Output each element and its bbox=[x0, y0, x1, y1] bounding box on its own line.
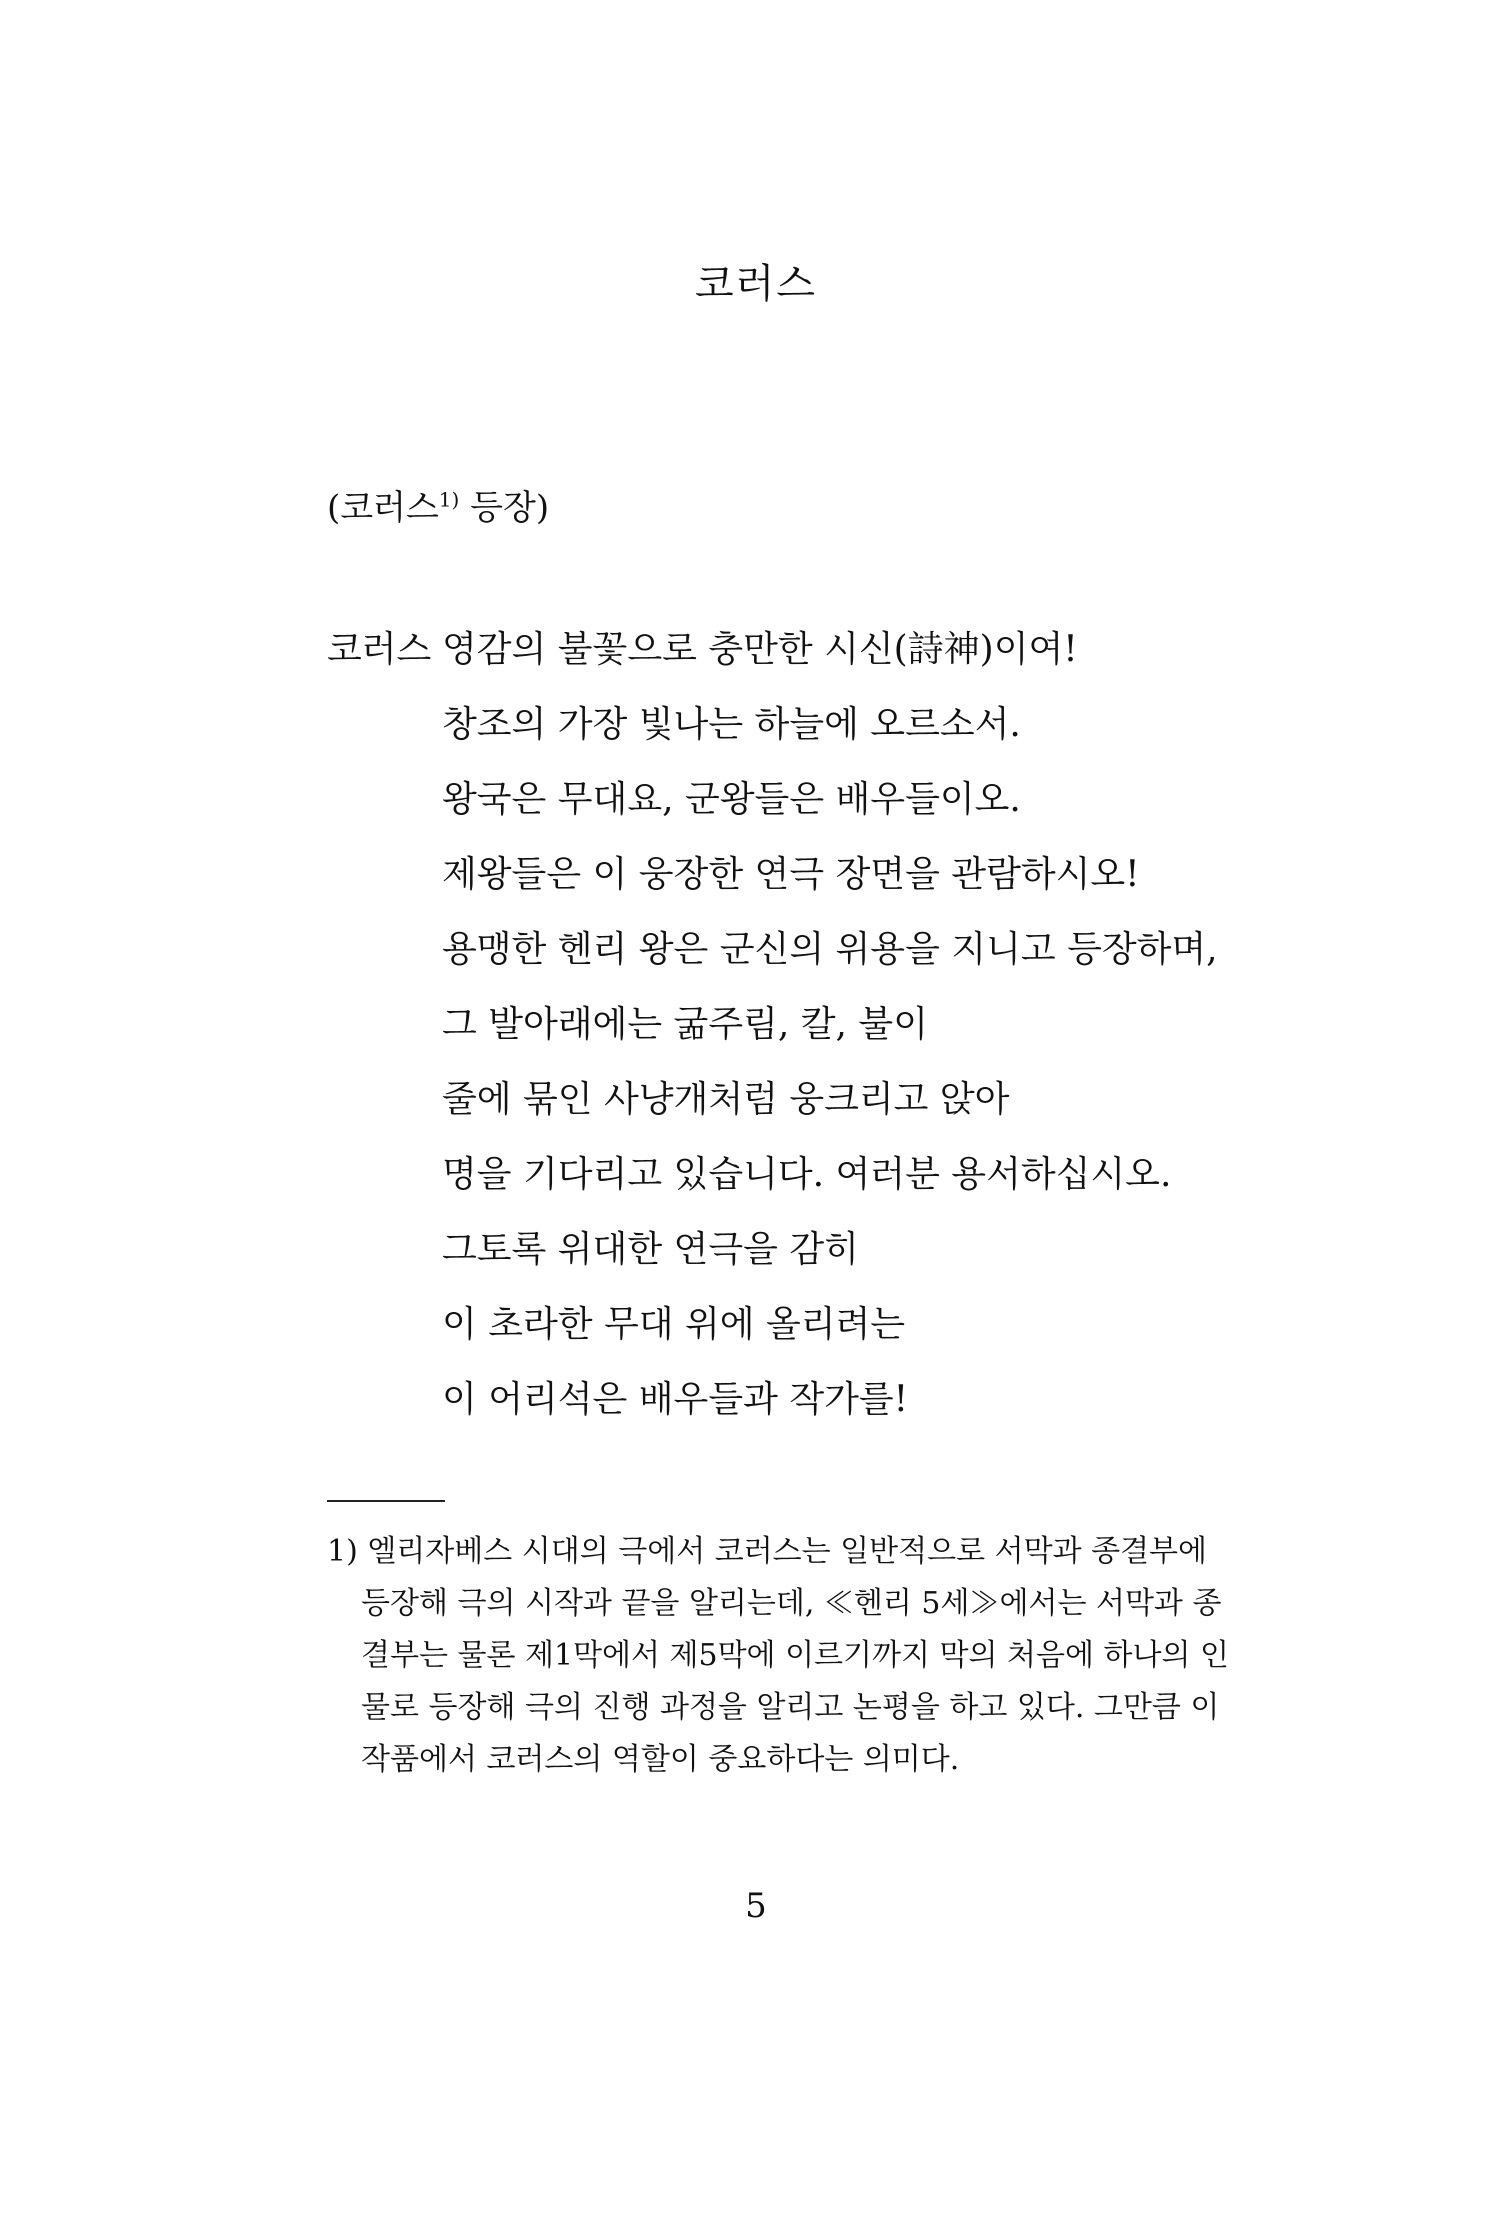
footnote-line: 작품에서 코러스의 역할이 중요하다는 의미다. bbox=[361, 1742, 960, 1777]
verse-block bbox=[327, 625, 1218, 1450]
verse-line bbox=[327, 625, 1218, 700]
verse-line: 줄에 묶인 사냥개처럼 웅크리고 앉아 bbox=[442, 1079, 1010, 1120]
footnote-line: 결부는 물론 제1막에서 제5막에 이르기까지 막의 처음에 하나의 인 bbox=[361, 1638, 1229, 1673]
footnote-line: 등장해 극의 시작과 끝을 알리는데, ≪헨리 5세≫에서는 서막과 종 bbox=[361, 1586, 1222, 1621]
footnote-line: 물로 등장해 극의 진행 과정을 알리고 논평을 하고 있다. 그만큼 이 bbox=[361, 1690, 1220, 1725]
footnote-divider bbox=[327, 1500, 445, 1502]
footnote-line: 1) 엘리자베스 시대의 극에서 코러스는 일반적으로 서막과 종결부에 bbox=[327, 1534, 1208, 1569]
verse-line: 창조의 가장 빛나는 하늘에 오르소서. bbox=[442, 704, 1021, 745]
stage-direction-open: (코러스 bbox=[327, 488, 439, 528]
verse-line: 왕국은 무대요, 군왕들은 배우들이오. bbox=[442, 779, 1021, 820]
verse-line: 명을 기다리고 있습니다. 여러분 용서하십시오. bbox=[442, 1154, 1172, 1195]
footnote-reference[interactable]: 1) bbox=[438, 487, 460, 512]
verse-line: 이 초라한 무대 위에 올리려는 bbox=[442, 1304, 906, 1345]
stage-direction-close: 등장) bbox=[459, 488, 550, 528]
verse-line: 제왕들은 이 웅장한 연극 장면을 관람하시오! bbox=[442, 854, 1140, 895]
verse-line: 그 발아래에는 굶주림, 칼, 불이 bbox=[442, 1004, 928, 1045]
verse-line: 그토록 위대한 연극을 감히 bbox=[442, 1229, 859, 1270]
stage-direction bbox=[327, 480, 549, 529]
footnote bbox=[327, 1532, 1277, 1792]
speaker-name: 코러스 bbox=[327, 629, 432, 670]
verse-line-text: 영감의 불꽃으로 충만한 시신(詩神)이여! bbox=[442, 629, 1078, 670]
verse-line: 이 어리석은 배우들과 작가를! bbox=[442, 1379, 909, 1420]
page-title: 코러스 bbox=[695, 261, 817, 307]
verse-line: 용맹한 헨리 왕은 군신의 위용을 지니고 등장하며, bbox=[442, 929, 1218, 970]
page-number: 5 bbox=[745, 1886, 767, 1926]
